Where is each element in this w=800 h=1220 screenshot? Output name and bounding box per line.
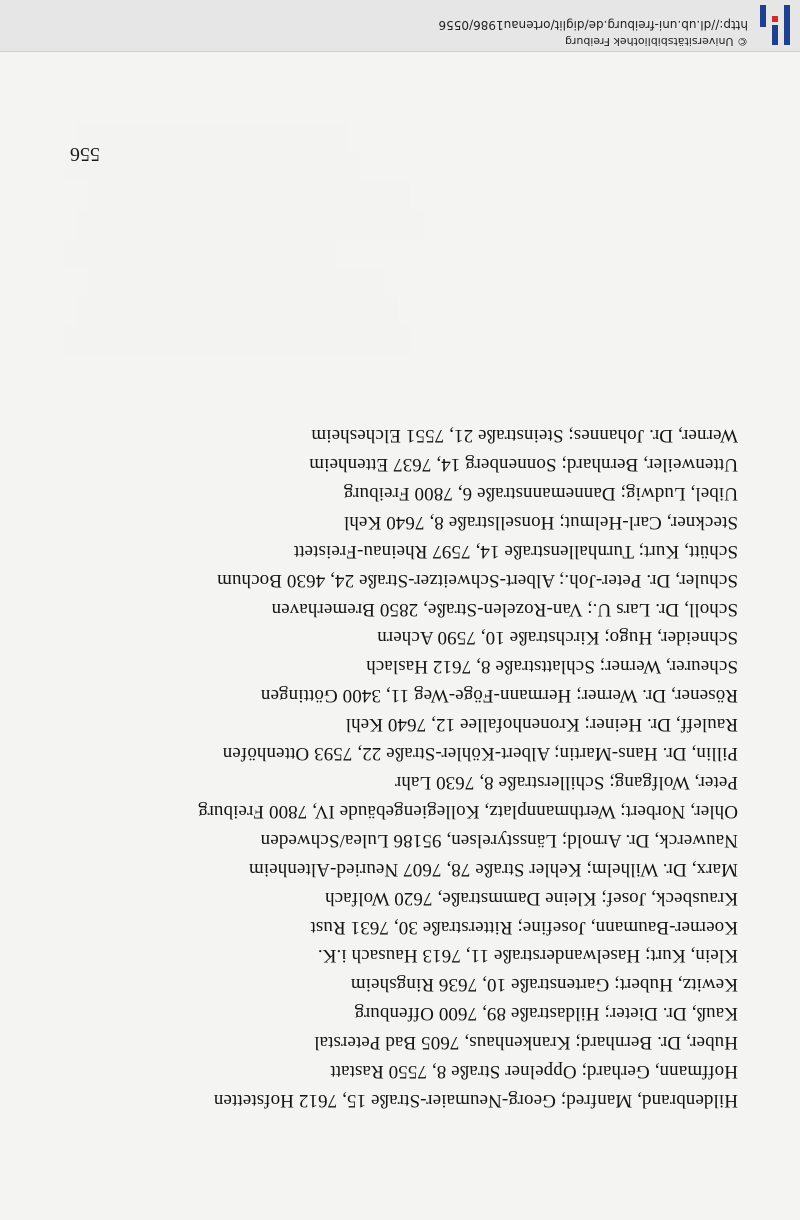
bleed-line — [89, 268, 549, 297]
bleed-line — [77, 123, 497, 152]
address-entry: Peter, Wolfgang; Schillerstraße 8, 7630 Lahr — [394, 772, 738, 794]
bleed-through-text — [65, 123, 705, 355]
source-url[interactable]: http://dl.ub.uni-freiburg.de/diglit/ortenau1986/0556 — [438, 18, 748, 32]
address-entry: Kewitz, Hubert; Gartenstraße 10, 7636 Ringsheim — [350, 974, 738, 996]
address-entry: Koerner-Baumann, Josefine; Ritterstraße 30, 7631 Rust — [310, 916, 738, 938]
address-entry: Nauwerck, Dr. Arnold; Länsstyrelsen, 95186 Lulea/Schweden — [260, 829, 738, 851]
address-entry: Hoffmann, Gerhard; Oppelner Straße 8, 7550 Rastatt — [330, 1061, 738, 1083]
address-entry: Kauß, Dr. Dieter; Hildastraße 89, 7600 Offenburg — [354, 1003, 738, 1025]
bleed-line — [65, 152, 525, 181]
address-entry: Hildenbrand, Manfred; Georg-Neumaier-Straße 15, 7612 Hofstetten — [213, 1090, 738, 1111]
bleed-line — [65, 239, 485, 268]
address-entry: Werner, Dr. Johannes; Steinstraße 21, 7551 Elchesheim — [311, 425, 738, 447]
address-list — [58, 420, 738, 1114]
page-number: 556 — [70, 143, 100, 165]
bleed-line — [77, 297, 577, 326]
address-entry: Schneider, Hugo; Kirchstraße 10, 7590 Achern — [377, 627, 738, 649]
bleed-line — [65, 326, 605, 355]
address-entry: Huber, Dr. Bernhard; Krankenhaus, 7605 Bad Peterstal — [314, 1032, 738, 1054]
footer-bar — [0, 0, 800, 52]
bleed-line — [89, 181, 589, 210]
address-entry: Ohler, Norbert; Werthmannplatz, Kollegiengebäude IV, 7800 Freiburg — [198, 800, 738, 822]
address-entry: Schütt, Kurt; Turnhallenstraße 14, 7597 Rheinau-Freistett — [293, 540, 738, 562]
address-entry: Uttenweiler, Bernhard; Sonnenberg 14, 7637 Ettenheim — [309, 454, 738, 476]
address-entry: Scholl, Dr. Lars U.; Van-Rozelen-Straße, 2850 Bremerhaven — [271, 598, 738, 620]
university-library-logo — [752, 1, 800, 49]
address-entry: Rösener, Dr. Werner; Hermann-Föge-Weg 11, 3400 Göttingen — [260, 685, 738, 707]
address-entry: Uibel, Ludwig; Dannemannstraße 6, 7800 Freiburg — [343, 482, 738, 504]
address-entry: Klein, Kurt; Haselwanderstraße 11, 7613 Hausach i.K. — [317, 945, 738, 967]
address-entry: Marx, Dr. Wilhelm; Kehler Straße 78, 7607 Neuried-Altenheim — [248, 858, 738, 880]
address-entry: Pillin, Dr. Hans-Martin; Albert-Köhler-Straße 22, 7593 Ottenhöfen — [222, 743, 738, 765]
address-entry: Rauleff, Dr. Heiner; Kronenhofallee 12, 7640 Kehl — [345, 714, 738, 736]
copyright-notice: © Universitätsbibliothek Freiburg — [565, 35, 748, 48]
document-page — [0, 52, 800, 1220]
bleed-line — [77, 210, 617, 239]
address-entry: Krausbeck, Josef; Kleine Dammstraße, 7620 Wolfach — [325, 887, 738, 909]
address-entry: Scheurer, Werner; Schlattstraße 8, 7612 Haslach — [366, 656, 738, 678]
address-entry: Steckner, Carl-Helmut; Honsellstraße 8, 7640 Kehl — [343, 511, 738, 533]
address-entry: Schuler, Dr. Peter-Joh.; Albert-Schweitzer-Straße 24, 4630 Bochum — [216, 569, 738, 591]
